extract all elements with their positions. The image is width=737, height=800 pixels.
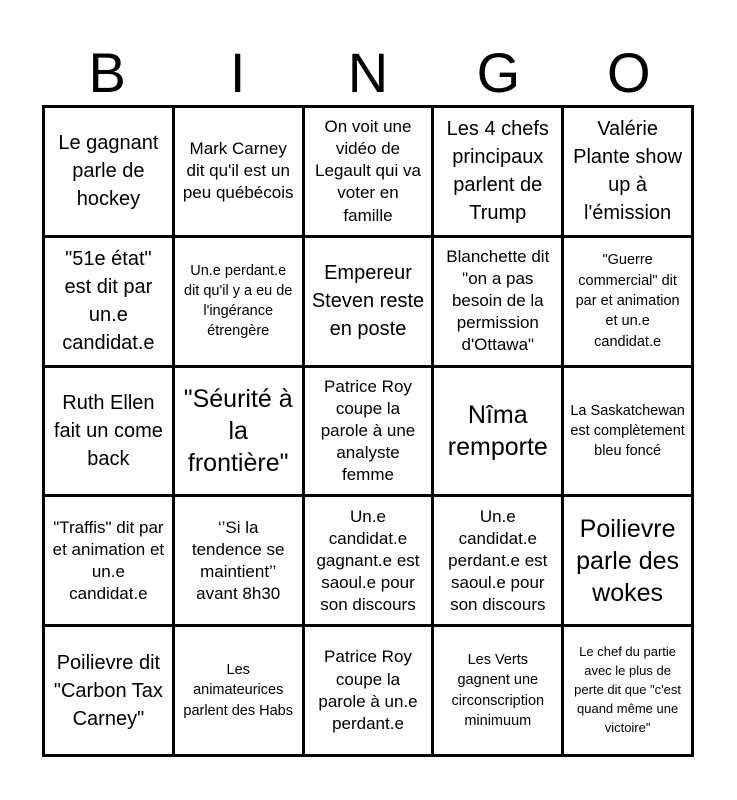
bingo-cell-text: Patrice Roy coupe la parole à une analyste femme [320,376,416,485]
bingo-cell-r1c4[interactable] [434,108,561,235]
bingo-cell-text: Poilievre parle des wokes [576,514,680,607]
bingo-cell-r3c1[interactable] [45,368,172,495]
bingo-cell-r2c2[interactable] [175,238,302,365]
bingo-cell-r5c5[interactable] [564,627,691,754]
bingo-cell-r4c3[interactable] [305,497,432,624]
bingo-cell-text: "Séurité à la frontière" [183,384,293,477]
bingo-cell-r2c1[interactable] [45,238,172,365]
bingo-cell-text: Blanchette dit "on a pas besoin de la permission d'Ottawa" [446,246,550,355]
bingo-cell-r2c3[interactable] [305,238,432,365]
bingo-cell-r2c4[interactable] [434,238,561,365]
bingo-cell-r4c2[interactable] [175,497,302,624]
bingo-cell-r3c4[interactable] [434,368,561,495]
bingo-cell-text: La Saskatchewan est complètement bleu foncé [570,402,685,460]
bingo-cell-text: Empereur Steven reste en poste [311,262,425,341]
bingo-cell-r4c5[interactable] [564,497,691,624]
bingo-cell-text: Un.e candidat.e perdant.e est saoul.e pour son discours [448,506,548,614]
header-letter-b: B [88,41,126,104]
bingo-cell-r2c5[interactable] [564,238,691,365]
bingo-cell-r1c3[interactable] [305,108,432,235]
bingo-cell-text: Patrice Roy coupe la parole à un.e perdant.e [318,647,418,733]
bingo-cell-text: ‘’Si la tendence se maintient’’ avant 8h30 [191,517,285,603]
header-letter-i: I [229,41,246,104]
bingo-cell-r1c5[interactable] [564,108,691,235]
bingo-cell-text: "Traffis" dit par et animation et un.e candidat.e [52,517,165,603]
bingo-grid [42,105,694,757]
bingo-cell-text: "Guerre commercial" dit par et animation et un.e candidat.e [575,252,680,350]
bingo-cell-text: Ruth Ellen fait un come back [53,391,163,470]
bingo-cell-r1c2[interactable] [175,108,302,235]
bingo-cell-r4c4[interactable] [434,497,561,624]
bingo-cell-text: Les 4 chefs principaux parlent de Trump [446,118,549,225]
bingo-cell-r5c1[interactable] [45,627,172,754]
bingo-cell-r3c3[interactable] [305,368,432,495]
header-letter-g: G [476,41,521,104]
bingo-cell-r3c2[interactable] [175,368,302,495]
bingo-header [42,40,694,106]
bingo-cell-text: Poilievre dit "Carbon Tax Carney" [53,651,163,730]
bingo-cell-text: Les animateurices parlent des Habs [183,662,293,719]
bingo-cell-text: Les Verts gagnent une circonscription minimuum [451,652,545,729]
bingo-cell-text: "51e état" est dit par un.e candidat.e [62,248,155,355]
bingo-cell-r5c3[interactable] [305,627,432,754]
bingo-cell-text: Le gagnant parle de hockey [58,132,159,211]
bingo-cell-r3c5[interactable] [564,368,691,495]
bingo-cell-text: Un.e perdant.e dit qu'il y a eu de l'ingérance étrengère [184,262,293,340]
bingo-cell-r1c1[interactable] [45,108,172,235]
bingo-cell-r5c4[interactable] [434,627,561,754]
bingo-cell-text: On voit une vidéo de Legault qui va voter en famille [315,117,421,225]
bingo-cell-text: Mark Carney dit qu'il est un peu québécois [182,139,294,203]
header-letter-n: N [347,41,389,104]
header-letter-o: O [607,41,651,104]
bingo-cell-text: Nîma remporte [447,400,548,461]
bingo-cell-r4c1[interactable] [45,497,172,624]
bingo-cell-text: Un.e candidat.e gagnant.e est saoul.e pour son discours [316,506,420,614]
bingo-cell-r5c2[interactable] [175,627,302,754]
bingo-cell-text: Valérie Plante show up à l'émission [573,118,683,225]
bingo-cell-text: Le chef du partie avec le plus de perte dit que "c'est quand même une victoire" [574,644,681,735]
